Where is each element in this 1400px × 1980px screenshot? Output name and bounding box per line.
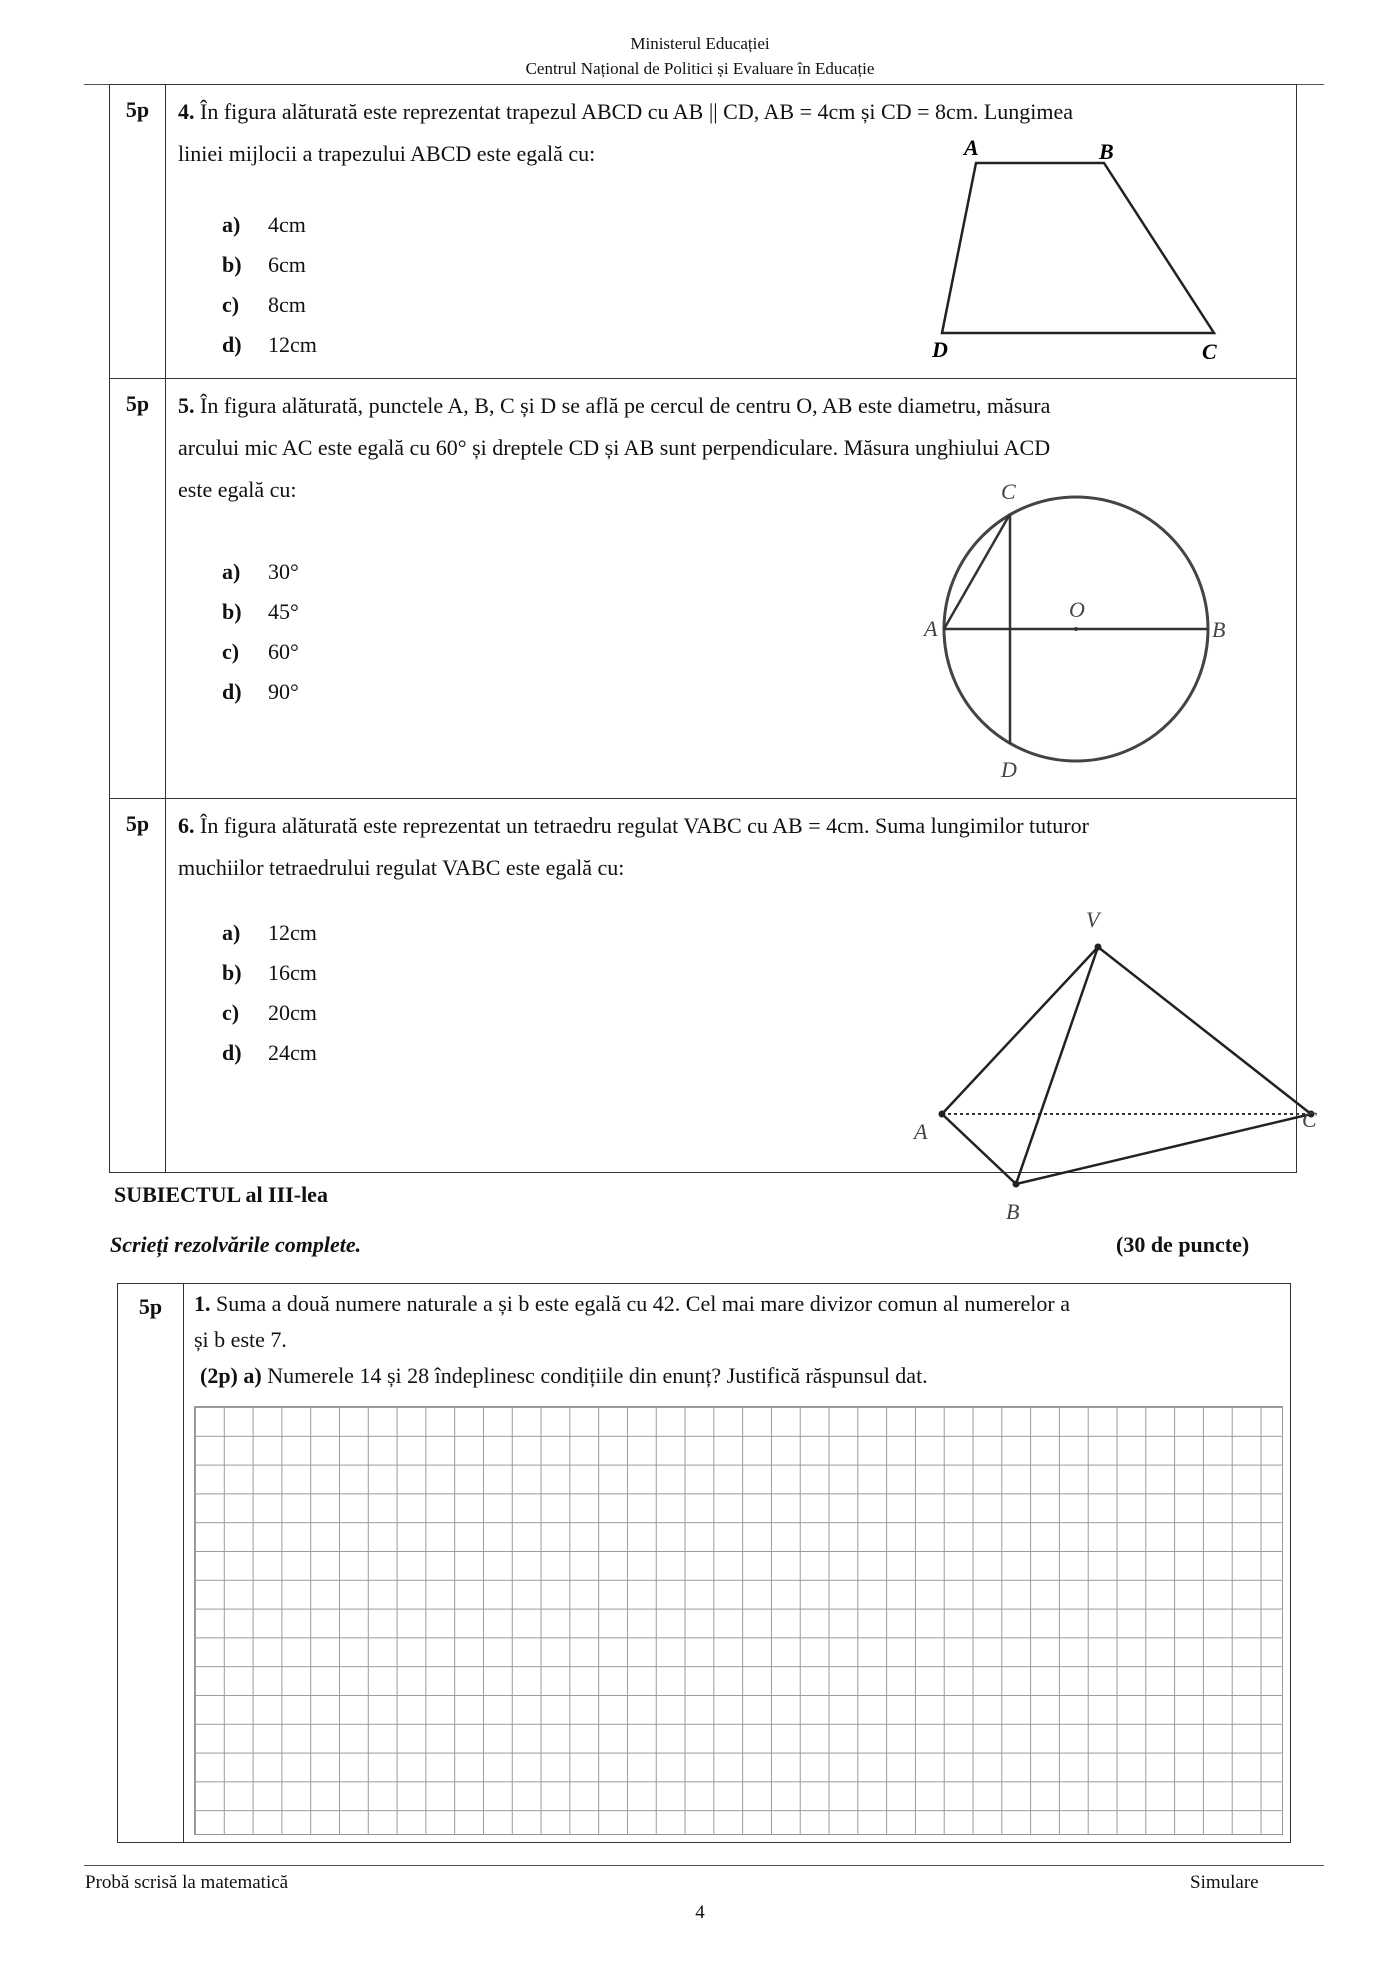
q6-points: 5p xyxy=(110,799,166,1173)
footer-right: Simulare xyxy=(1190,1872,1259,1893)
q5-option-b[interactable]: b) 45° xyxy=(222,599,299,624)
center-point xyxy=(1074,627,1078,631)
q4-cell xyxy=(166,85,1297,379)
p1-text-line1: Suma a două numere naturale a și b este egală cu 42. Cel mai mare divizor comun al numerelor a xyxy=(216,1291,1071,1316)
q5-option-a[interactable]: a) 30° xyxy=(222,559,299,584)
q6-option-b[interactable]: b) 16cm xyxy=(222,960,317,985)
p1-text xyxy=(194,1284,1279,1358)
p1-text-line2: și b este 7. xyxy=(194,1327,287,1352)
q4-points: 5p xyxy=(110,85,166,379)
q6-options xyxy=(222,913,317,1073)
q5-number: 5. xyxy=(178,393,195,418)
q4-option-b[interactable]: b) 6cm xyxy=(222,252,306,277)
q5-points: 5p xyxy=(110,379,166,799)
trapezoid-label-c: C xyxy=(1202,339,1217,364)
footer-rule xyxy=(84,1865,1324,1866)
q4-number: 4. xyxy=(178,99,195,124)
circle-label-d: D xyxy=(1001,757,1017,782)
tetra-label-c: C xyxy=(1302,1107,1317,1132)
p1-sub-a xyxy=(200,1363,928,1389)
q4-option-d[interactable]: d) 12cm xyxy=(222,332,317,357)
p1-divider xyxy=(183,1284,184,1842)
q6-text-line1: În figura alăturată este reprezentat un tetraedru regulat VABC cu AB = 4cm. Suma lungimilor tuturor xyxy=(200,813,1089,838)
edge-bc xyxy=(1016,1114,1311,1184)
q5-text-line1: În figura alăturată, punctele A, B, C și D se află pe cercul de centru O, AB este diametru, măsura xyxy=(200,393,1051,418)
q4-text-line1: În figura alăturată este reprezentat trapezul ABCD cu AB || CD, AB = 4cm și CD = 8cm. Lungimea xyxy=(200,99,1074,124)
edge-ab xyxy=(942,1114,1016,1184)
trapezoid-figure xyxy=(926,133,1266,373)
trapezoid-label-a: A xyxy=(964,135,979,160)
footer-left: Probă scrisă la matematică xyxy=(85,1872,289,1893)
q4-option-c[interactable]: c) 8cm xyxy=(222,292,306,317)
circle-label-c: C xyxy=(1001,479,1016,504)
subject3-title: SUBIECTUL al III-lea xyxy=(114,1182,328,1207)
tetra-label-v: V xyxy=(1086,907,1100,932)
answer-grid[interactable] xyxy=(194,1406,1283,1835)
edge-vc xyxy=(1098,947,1311,1114)
q4-option-a[interactable]: a) 4cm xyxy=(222,212,306,237)
circle-label-o: O xyxy=(1069,597,1085,622)
chord-ac xyxy=(944,514,1010,629)
trapezoid-shape xyxy=(942,163,1214,333)
q4-text-line2: liniei mijlocii a trapezului ABCD este egală cu: xyxy=(178,141,596,166)
q4-options xyxy=(222,205,317,365)
trapezoid-label-b: B xyxy=(1099,139,1114,164)
edge-va xyxy=(942,947,1098,1114)
trapezoid-label-d: D xyxy=(932,337,948,362)
subject3-instruction: Scrieți rezolvările complete. xyxy=(110,1232,362,1257)
page-number: 4 xyxy=(695,1902,705,1923)
p1-sub-a-text: Numerele 14 și 28 îndeplinesc condițiile din enunț? Justifică răspunsul dat. xyxy=(267,1363,928,1388)
header-center: Centrul Național de Politici și Evaluare în Educație xyxy=(525,59,875,78)
q5-options xyxy=(222,552,299,712)
tetra-label-b: B xyxy=(1006,1199,1020,1224)
p1-points: 5p xyxy=(138,1294,163,1319)
edge-vb xyxy=(1016,947,1098,1184)
q6-option-a[interactable]: a) 12cm xyxy=(222,920,317,945)
q5-cell xyxy=(166,379,1297,799)
tetra-label-a: A xyxy=(914,1119,928,1144)
subject3-points: (30 de puncte) xyxy=(1116,1232,1250,1257)
p1-sub-a-points: (2p) a) xyxy=(200,1363,262,1388)
q6-option-c[interactable]: c) 20cm xyxy=(222,1000,317,1025)
circle-label-b: B xyxy=(1212,617,1226,642)
circle-figure xyxy=(924,479,1246,799)
q6-option-d[interactable]: d) 24cm xyxy=(222,1040,317,1065)
q5-text-line3: este egală cu: xyxy=(178,477,297,502)
p1-number: 1. xyxy=(194,1291,211,1316)
q6-number: 6. xyxy=(178,813,195,838)
tetrahedron-figure xyxy=(886,849,1266,1224)
p1-box xyxy=(117,1283,1291,1843)
header-ministry: Ministerul Educației xyxy=(630,34,770,53)
q6-text-line2: muchiilor tetraedrului regulat VABC este egală cu: xyxy=(178,855,625,880)
q5-text-line2: arcului mic AC este egală cu 60° și dreptele CD și AB sunt perpendiculare. Măsura unghiului ACD xyxy=(178,435,1051,460)
q5-option-c[interactable]: c) 60° xyxy=(222,639,299,664)
circle-label-a: A xyxy=(924,616,938,641)
q5-option-d[interactable]: d) 90° xyxy=(222,679,299,704)
